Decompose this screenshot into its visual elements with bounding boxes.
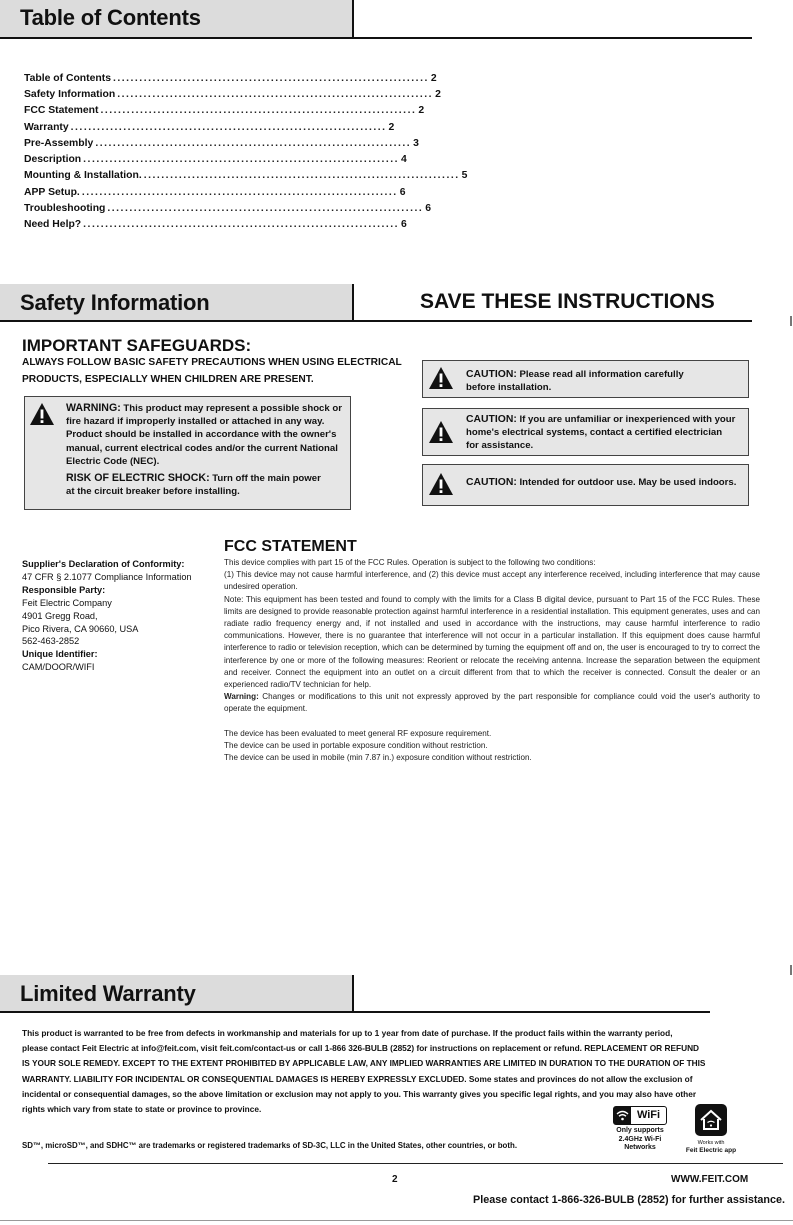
warranty-text: This product is warranted to be free from defects in workmanship and materials for up to 1 year from date of purchase. If the product fails within the warranty period, please contact Feit Electric at info@feit.com, visit feit.com/contact-us or call 1-866 326-BULB (2852) for instructions on replacement or refund. REPLACEMENT OR REFUND IS YOUR SOLE REMEDY. EXCEPT TO THE EXTENT PROHIBITED BY APPLICABLE LAW, ANY IMPLIED WARRANTIES ARE LIMITED IN DURATION TO THE DURATION OF THIS WARRANTY. LIABILITY FOR INCIDENTAL OR CONSEQUENTIAL DAMAGES IS HEREBY EXPRESSLY EXCLUDED. Some states and provinces do not allow the exclusion of incidental or consequential damages, so the above limitation or exclusion may not apply to you. This warranty gives you specific legal rights, and you may also have other rights which vary from state to state or province to province.	[22, 1028, 706, 1115]
safety-title: Safety Information	[20, 290, 210, 315]
caution-text-2: CAUTION: If you are unfamiliar or inexperienced with your home's electrical systems, contact a certified electrician for assistance.	[466, 414, 736, 452]
fcc-paragraph: (1) This device may not cause harmful interference, and (2) this device must accept any interference received, including interference that may cause undesired operation.	[224, 570, 760, 592]
declaration-label: Supplier's Declaration of Conformity:	[22, 559, 185, 569]
party-label: Responsible Party:	[22, 584, 106, 595]
toc-title: Table of Contents	[20, 5, 201, 30]
risk-label: RISK OF ELECTRIC SHOCK:	[66, 472, 210, 485]
toc-header-rule	[0, 37, 752, 39]
toc-entry[interactable]: FCC Statement ........................................................................ 2	[24, 105, 425, 117]
warning-icon	[29, 402, 55, 426]
caution-icon	[428, 472, 454, 496]
warranty-header-rule	[0, 1011, 710, 1013]
warranty-title: Limited Warranty	[20, 981, 196, 1006]
page-number: 2	[392, 1174, 398, 1185]
toc-entry[interactable]: Safety Information ........................................................................ 2	[24, 88, 441, 100]
contact-line: Please contact 1-866-326-BULB (2852) for further assistance.	[473, 1194, 786, 1206]
fcc-warning: Warning: Changes or modifications to this unit not expressly approved by the part responsible for compliance could void the user's authority to operate the equipment.	[224, 692, 760, 714]
warranty-header-divider	[352, 975, 354, 1013]
safety-header-rule	[0, 320, 752, 322]
safety-header-divider	[352, 284, 354, 322]
toc-entry[interactable]: Description ........................................................................ 4	[24, 154, 407, 166]
toc-entry[interactable]: APP Setup. ........................................................................ 6	[24, 186, 406, 198]
street-address: 4901 Gregg Road,	[22, 610, 98, 621]
wifi-badge: WiFi Only supports 2.4GHz Wi-Fi Networks	[611, 1106, 669, 1153]
wifi-label: WiFi	[636, 1109, 661, 1121]
website-link[interactable]: WWW.FEIT.COM	[671, 1174, 749, 1185]
caution-text-3: CAUTION: Intended for outdoor use. May be used indoors.	[466, 477, 737, 488]
bottom-rule	[0, 1220, 793, 1221]
identifier-value: CAM/DOOR/WIFI	[22, 662, 95, 673]
identifier-label: Unique Identifier:	[22, 649, 98, 660]
toc-entry[interactable]: Warranty ........................................................................ 2	[24, 121, 395, 133]
toc-entry[interactable]: Need Help? ........................................................................ 6	[24, 219, 407, 231]
supplier-block	[22, 558, 218, 674]
toc-entry[interactable]: Troubleshooting ........................................................................ 6	[24, 203, 432, 215]
safeguards-line-1: ALWAYS FOLLOW BASIC SAFETY PRECAUTIONS WHEN USING ELECTRICAL	[22, 357, 402, 368]
home-app-icon	[695, 1104, 727, 1136]
edge-tick	[790, 316, 792, 326]
warning-text: WARNING: This product may represent a possible shock or fire hazard if improperly installed or attached in any way. Product should be installed in accordance with the owner's manual, current electrical codes and/or the current National Electric Code (NEC). RISK OF ELECTRIC SHOCK: Turn off the main power at the circuit breaker before installing.	[66, 402, 342, 498]
toc-list	[24, 70, 468, 233]
cfr-text: 47 CFR § 2.1077 Compliance Information	[22, 571, 192, 582]
caution-icon	[428, 420, 454, 444]
fcc-title: FCC STATEMENT	[224, 538, 357, 555]
footer-rule	[48, 1163, 783, 1164]
feit-app-badge: Works with Feit Electric app	[676, 1104, 746, 1155]
rf-line: The device can be used in mobile (min 7.87 in.) exposure condition without restriction.	[224, 753, 532, 763]
safeguards-heading: IMPORTANT SAFEGUARDS:	[22, 336, 252, 355]
warning-label: WARNING:	[66, 402, 121, 414]
caution-text-1: CAUTION: Please read all information carefully before installation.	[466, 369, 684, 394]
phone-number: 562-463-2852	[22, 636, 80, 647]
rf-line: The device can be used in portable exposure condition without restriction.	[224, 740, 488, 750]
city-address: Pico Rivera, CA 90660, USA	[22, 623, 139, 634]
fcc-paragraph: Note: This equipment has been tested and found to comply with the limits for a Class B digital device, pursuant to Part 15 of the FCC Rules. These limits are designed to provide reasonable protection against harmful interference in a residential installation. This equipment generates, uses and can radiate radio frequency energy and, if not installed and used in accordance with the instructions, may cause harmful interference to radio communications. However, there is no guarantee that interference will not occur in a particular installation. If this equipment does cause harmful interference to radio or television reception, which can be determined by turning the equipment off and on, the user is encouraged to try to correct the interference by one or more of the following measures: Reorient or relocate the receiving antenna. Increase the separation between the equipment and receiver. Connect the equipment into an outlet on a circuit different from that to which the receiver is connected. Consult the dealer or an experienced radio/TV technician for help.	[224, 594, 760, 690]
edge-tick	[790, 965, 792, 975]
trademark-note: SD™, microSD™, and SDHC™ are trademarks or registered trademarks of SD-3C, LLC in the United States, other countries, or both.	[22, 1141, 518, 1150]
toc-entry[interactable]: Table of Contents ........................................................................ 2	[24, 72, 437, 84]
fcc-body	[224, 557, 760, 764]
caution-icon	[428, 366, 454, 390]
toc-entry[interactable]: Pre-Assembly ........................................................................ 3	[24, 137, 419, 149]
safeguards-line-2: PRODUCTS, ESPECIALLY WHEN CHILDREN ARE PRESENT.	[22, 374, 314, 385]
wifi-icon	[614, 1107, 631, 1124]
rf-line: The device has been evaluated to meet general RF exposure requirement.	[224, 728, 492, 738]
toc-header-divider	[352, 0, 354, 38]
fcc-paragraph: This device complies with part 15 of the FCC Rules. Operation is subject to the following two conditions:	[224, 558, 596, 567]
save-instructions-title: SAVE THESE INSTRUCTIONS	[420, 290, 715, 313]
company-name: Feit Electric Company	[22, 597, 112, 608]
toc-entry[interactable]: Mounting & Installation. ........................................................................ 5	[24, 170, 468, 182]
